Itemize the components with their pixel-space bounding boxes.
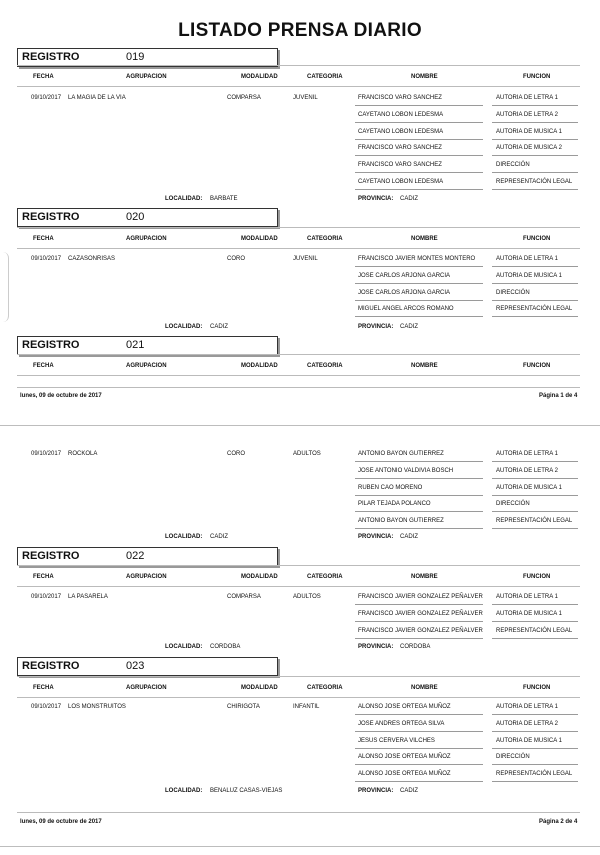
fecha-cell: 09/10/2017 [31,451,62,457]
nombre-cell: PILAR TEJADA POLANCO [358,501,431,508]
modalidad-cell: COMPARSA [227,95,261,101]
categoria-cell: ADULTOS [293,451,321,457]
header-underline [17,586,580,587]
col-modalidad-header: MODALIDAD [241,363,278,369]
header-rule [17,65,580,66]
registro-label: REGISTRO [22,660,80,672]
nombre-underline [355,105,483,106]
funcion-cell: REPRESENTACIÓN LEGAL [496,306,573,313]
modalidad-cell: CHIRIGOTA [227,704,260,710]
nombre-underline [355,638,483,639]
provincia-value: CADIZ [400,788,418,794]
page-separator [0,425,600,446]
provincia-label: PROVINCIA: [358,534,394,540]
agrupacion-cell: LA PASARELA [68,594,108,600]
funcion-underline [492,638,578,639]
nombre-cell: JOSE ANDRES ORTEGA SILVA [358,720,445,727]
modalidad-cell: COMPARSA [227,594,261,600]
funcion-underline [492,139,578,140]
col-categoria-header: CATEGORIA [307,363,343,369]
agrupacion-cell: LOS MONSTRUITOS [68,704,126,710]
localidad-label: LOCALIDAD: [165,196,203,202]
col-modalidad-header: MODALIDAD [241,574,278,580]
bottom-rule [0,846,600,847]
nombre-underline [355,604,483,605]
nombre-underline [355,511,483,512]
localidad-value: BARBATE [210,196,238,202]
registro-number: 022 [126,550,145,562]
funcion-underline [492,731,578,732]
registro-label: REGISTRO [22,211,80,223]
agrupacion-cell: CAZASONRISAS [68,256,116,262]
col-agrupacion-header: AGRUPACION [126,74,167,80]
funcion-underline [492,714,578,715]
nombre-cell: FRANCISCO VARO SANCHEZ [358,95,442,101]
fecha-cell: 09/10/2017 [31,704,62,710]
footer-date: lunes, 09 de octubre de 2017 [20,819,102,825]
footer-page: Página 1 de 4 [539,393,578,399]
column-header-row [0,236,600,248]
funcion-underline [492,266,578,267]
left-margin-mark [0,252,9,322]
footer-rule [17,387,580,388]
nombre-underline [355,155,483,156]
column-header-row [0,685,600,697]
header-rule [17,227,580,228]
funcion-underline [492,155,578,156]
funcion-cell: DIRECCIÓN [496,754,530,761]
col-categoria-header: CATEGORIA [307,574,343,580]
col-agrupacion-header: AGRUPACION [126,685,167,691]
nombre-cell: MIGUEL ANGEL ARCOS ROMANO [358,306,454,313]
column-header-row [0,363,600,375]
funcion-cell: AUTORIA DE MUSICA 2 [496,145,562,152]
col-funcion-header: FUNCION [523,236,551,242]
funcion-underline [492,189,578,190]
funcion-cell: DIRECCIÓN [496,501,530,508]
funcion-underline [492,511,578,512]
funcion-cell: AUTORIA DE LETRA 2 [496,111,558,118]
funcion-cell: AUTORIA DE LETRA 1 [496,451,558,457]
funcion-cell: REPRESENTACIÓN LEGAL [496,627,573,634]
localidad-value: CORDOBA [210,644,241,650]
nombre-cell: JOSE CARLOS ARJONA GARCIA [358,289,451,296]
funcion-underline [492,764,578,765]
fecha-cell: 09/10/2017 [31,256,62,262]
col-nombre-header: NOMBRE [411,74,438,80]
nombre-underline [355,714,483,715]
registro-number: 023 [126,660,145,672]
funcion-cell: AUTORIA DE MUSICA 1 [496,484,562,491]
localidad-value: CADIZ [210,534,228,540]
provincia-label: PROVINCIA: [358,788,394,794]
col-agrupacion-header: AGRUPACION [126,236,167,242]
provincia-value: CADIZ [400,534,418,540]
registro-box [17,657,278,676]
provincia-label: PROVINCIA: [358,644,394,650]
nombre-underline [355,189,483,190]
col-fecha-header: FECHA [33,685,54,691]
col-fecha-header: FECHA [33,363,54,369]
nombre-underline [355,172,483,173]
provincia-value: CADIZ [400,196,418,202]
funcion-cell: AUTORIA DE LETRA 1 [496,594,558,600]
funcion-cell: AUTORIA DE MUSICA 1 [496,610,562,617]
nombre-cell: FRANCISCO JAVIER GONZALEZ PEÑALVER [358,627,483,634]
header-rule [17,565,580,566]
nombre-cell: ALONSO JOSE ORTEGA MUÑOZ [358,704,451,710]
column-header-row [0,574,600,586]
registro-box [17,208,278,227]
nombre-cell: FRANCISCO VARO SANCHEZ [358,145,442,152]
funcion-cell: AUTORIA DE LETRA 1 [496,256,558,262]
registro-number: 019 [126,51,145,63]
nombre-underline [355,528,483,529]
funcion-cell: AUTORIA DE LETRA 2 [496,720,558,727]
col-fecha-header: FECHA [33,236,54,242]
categoria-cell: ADULTOS [293,594,321,600]
funcion-underline [492,621,578,622]
modalidad-cell: CORO [227,451,245,457]
registro-label: REGISTRO [22,51,80,63]
modalidad-cell: CORO [227,256,245,262]
header-underline [17,248,580,249]
col-modalidad-header: MODALIDAD [241,236,278,242]
fecha-cell: 09/10/2017 [31,95,62,101]
nombre-underline [355,495,483,496]
col-categoria-header: CATEGORIA [307,236,343,242]
nombre-cell: JESUS CERVERA VILCHES [358,737,435,744]
nombre-cell: ANTONIO BAYON GUTIERREZ [358,518,444,525]
funcion-underline [492,300,578,301]
localidad-label: LOCALIDAD: [165,644,203,650]
nombre-underline [355,748,483,749]
col-funcion-header: FUNCION [523,574,551,580]
localidad-label: LOCALIDAD: [165,324,203,330]
localidad-value: BENALUZ CASAS-VIEJAS [210,788,283,794]
registro-box [17,336,278,355]
funcion-cell: AUTORIA DE LETRA 1 [496,95,558,101]
nombre-cell: FRANCISCO VARO SANCHEZ [358,162,442,169]
nombre-cell: CAYETANO LOBON LEDESMA [358,111,444,118]
nombre-cell: ALONSO JOSE ORTEGA MUÑOZ [358,771,451,778]
nombre-underline [355,478,483,479]
nombre-cell: JOSE ANTONIO VALDIVIA BOSCH [358,467,454,474]
col-categoria-header: CATEGORIA [307,74,343,80]
col-agrupacion-header: AGRUPACION [126,574,167,580]
funcion-underline [492,478,578,479]
funcion-underline [492,748,578,749]
nombre-underline [355,461,483,462]
nombre-underline [355,283,483,284]
header-underline [17,86,580,87]
registro-box [17,547,278,566]
nombre-cell: ANTONIO BAYON GUTIERREZ [358,451,444,457]
funcion-cell: AUTORIA DE MUSICA 1 [496,128,562,135]
nombre-underline [355,781,483,782]
funcion-underline [492,283,578,284]
funcion-cell: REPRESENTACIÓN LEGAL [496,518,573,525]
header-rule [17,354,580,355]
agrupacion-cell: ROCKOLA [68,451,98,457]
registro-label: REGISTRO [22,550,80,562]
nombre-cell: ALONSO JOSE ORTEGA MUÑOZ [358,754,451,761]
provincia-value: CORDOBA [400,644,431,650]
funcion-underline [492,528,578,529]
nombre-underline [355,266,483,267]
funcion-underline [492,316,578,317]
nombre-cell: JOSE CARLOS ARJONA GARCIA [358,272,451,279]
localidad-label: LOCALIDAD: [165,788,203,794]
page-title: LISTADO PRENSA DIARIO [178,20,422,41]
funcion-underline [492,495,578,496]
funcion-underline [492,604,578,605]
funcion-cell: AUTORIA DE LETRA 2 [496,467,558,474]
col-nombre-header: NOMBRE [411,685,438,691]
funcion-underline [492,105,578,106]
col-funcion-header: FUNCION [523,363,551,369]
nombre-underline [355,122,483,123]
funcion-cell: AUTORIA DE LETRA 1 [496,704,558,710]
footer-page: Página 2 de 4 [539,819,578,825]
nombre-cell: FRANCISCO JAVIER MONTES MONTERO [358,256,476,262]
header-rule [17,676,580,677]
col-fecha-header: FECHA [33,574,54,580]
col-modalidad-header: MODALIDAD [241,74,278,80]
col-agrupacion-header: AGRUPACION [126,363,167,369]
nombre-cell: FRANCISCO JAVIER GONZALEZ PEÑALVER [358,610,483,617]
nombre-underline [355,764,483,765]
nombre-underline [355,300,483,301]
nombre-cell: RUBEN CAO MORENO [358,484,423,491]
funcion-underline [492,172,578,173]
nombre-cell: CAYETANO LOBON LEDESMA [358,179,444,185]
funcion-underline [492,122,578,123]
provincia-label: PROVINCIA: [358,196,394,202]
nombre-underline [355,139,483,140]
agrupacion-cell: LA MAGIA DE LA VIA [68,95,126,101]
col-funcion-header: FUNCION [523,74,551,80]
registro-label: REGISTRO [22,339,80,351]
funcion-cell: DIRECCIÓN [496,162,530,169]
nombre-underline [355,316,483,317]
provincia-label: PROVINCIA: [358,324,394,330]
nombre-underline [355,731,483,732]
funcion-cell: REPRESENTACIÓN LEGAL [496,771,573,778]
column-header-row [0,74,600,86]
funcion-underline [492,781,578,782]
footer-rule [17,812,580,813]
footer-date: lunes, 09 de octubre de 2017 [20,393,102,399]
categoria-cell: JUVENIL [293,256,318,262]
header-underline [17,375,580,376]
col-modalidad-header: MODALIDAD [241,685,278,691]
col-nombre-header: NOMBRE [411,363,438,369]
fecha-cell: 09/10/2017 [31,594,62,600]
nombre-cell: CAYETANO LOBON LEDESMA [358,128,444,135]
registro-number: 020 [126,211,145,223]
col-nombre-header: NOMBRE [411,236,438,242]
funcion-cell: AUTORIA DE MUSICA 1 [496,272,562,279]
localidad-value: CADIZ [210,324,228,330]
localidad-label: LOCALIDAD: [165,534,203,540]
col-fecha-header: FECHA [33,74,54,80]
funcion-cell: DIRECCIÓN [496,289,530,296]
registro-number: 021 [126,339,145,351]
funcion-underline [492,461,578,462]
col-funcion-header: FUNCION [523,685,551,691]
nombre-cell: FRANCISCO JAVIER GONZALEZ PEÑALVER [358,594,483,600]
categoria-cell: JUVENIL [293,95,318,101]
col-nombre-header: NOMBRE [411,574,438,580]
funcion-cell: AUTORIA DE MUSICA 1 [496,737,562,744]
categoria-cell: INFANTIL [293,704,320,710]
col-categoria-header: CATEGORIA [307,685,343,691]
nombre-underline [355,621,483,622]
header-underline [17,697,580,698]
provincia-value: CADIZ [400,324,418,330]
funcion-cell: REPRESENTACIÓN LEGAL [496,179,573,185]
